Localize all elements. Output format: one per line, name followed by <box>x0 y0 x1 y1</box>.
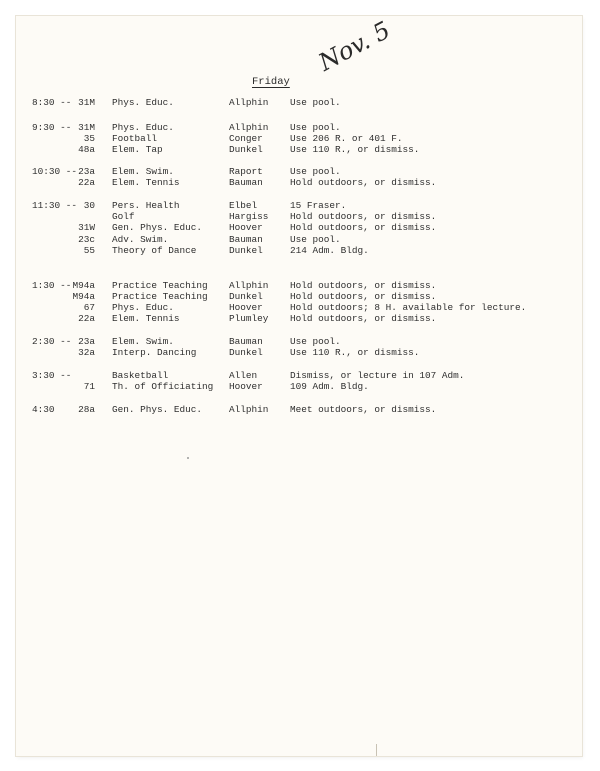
course-cell: 55 <box>83 245 95 256</box>
time-cell: 3:30 -- <box>32 370 72 381</box>
course-cell: 22a <box>78 313 95 324</box>
course-cell: 67 <box>83 302 95 313</box>
instructor-cell: Allen <box>229 370 258 381</box>
course-cell: 35 <box>83 133 95 144</box>
note-cell: 214 Adm. Bldg. <box>290 245 369 256</box>
class-cell: Practice Teaching <box>112 291 208 302</box>
class-cell: Gen. Phys. Educ. <box>112 222 203 233</box>
course-cell: 28a <box>78 404 95 415</box>
instructor-cell: Elbel <box>229 200 258 211</box>
course-cell: 31W <box>78 222 95 233</box>
instructor-cell: Hoover <box>229 381 263 392</box>
class-cell: Football <box>112 133 158 144</box>
course-cell: 31M <box>78 97 95 108</box>
instructor-cell: Hargiss <box>229 211 269 222</box>
time-cell: 2:30 -- <box>32 336 72 347</box>
schedule-row <box>0 347 600 359</box>
handwritten-date-note <box>312 15 395 77</box>
instructor-cell: Dunkel <box>229 144 263 155</box>
class-cell: Golf <box>112 211 135 222</box>
page-title: Friday <box>252 76 290 88</box>
note-cell: Use 206 R. or 401 F. <box>290 133 403 144</box>
time-cell: 10:30 -- <box>32 166 78 177</box>
instructor-cell: Conger <box>229 133 263 144</box>
class-cell: Phys. Educ. <box>112 122 174 133</box>
class-cell: Adv. Swim. <box>112 234 169 245</box>
instructor-cell: Hoover <box>229 222 263 233</box>
note-cell: Hold outdoors, or dismiss. <box>290 177 437 188</box>
schedule-row <box>0 177 600 189</box>
note-cell: Hold outdoors, or dismiss. <box>290 313 437 324</box>
class-cell: Practice Teaching <box>112 280 208 291</box>
note-cell: Use 110 R., or dismiss. <box>290 347 420 358</box>
time-cell: 9:30 -- <box>32 122 72 133</box>
note-cell: Hold outdoors, or dismiss. <box>290 211 437 222</box>
schedule-row <box>0 313 600 325</box>
class-cell: Th. of Officiating <box>112 381 214 392</box>
paper-speck <box>187 457 189 459</box>
note-cell: Dismiss, or lecture in 107 Adm. <box>290 370 465 381</box>
note-cell: Use pool. <box>290 97 341 108</box>
course-cell: 23a <box>78 166 95 177</box>
note-cell: Use pool. <box>290 234 341 245</box>
time-cell: 1:30 -- <box>32 280 72 291</box>
schedule-row <box>0 144 600 156</box>
instructor-cell: Dunkel <box>229 291 263 302</box>
course-cell: 48a <box>78 144 95 155</box>
note-cell: Meet outdoors, or dismiss. <box>290 404 437 415</box>
course-cell: M94a <box>72 280 95 291</box>
schedule-row <box>0 97 600 109</box>
note-cell: Hold outdoors, or dismiss. <box>290 280 437 291</box>
course-cell: 30 <box>83 200 95 211</box>
instructor-cell: Allphin <box>229 280 269 291</box>
instructor-cell: Bauman <box>229 177 263 188</box>
note-cell: 15 Fraser. <box>290 200 347 211</box>
time-cell: 4:30 <box>32 404 55 415</box>
instructor-cell: Dunkel <box>229 347 263 358</box>
class-cell: Elem. Swim. <box>112 336 174 347</box>
schedule-row <box>0 404 600 416</box>
course-cell: 22a <box>78 177 95 188</box>
course-cell: 32a <box>78 347 95 358</box>
course-cell: 71 <box>83 381 95 392</box>
class-cell: Gen. Phys. Educ. <box>112 404 203 415</box>
class-cell: Phys. Educ. <box>112 97 174 108</box>
course-cell: M94a <box>72 291 95 302</box>
class-cell: Elem. Tennis <box>112 313 180 324</box>
note-cell: Use pool. <box>290 166 341 177</box>
instructor-cell: Hoover <box>229 302 263 313</box>
class-cell: Pers. Health <box>112 200 180 211</box>
svg-text:Nov. 5: Nov. 5 <box>313 15 395 77</box>
course-cell: 31M <box>78 122 95 133</box>
note-cell: Use pool. <box>290 336 341 347</box>
course-cell: 23a <box>78 336 95 347</box>
note-cell: Use 110 R., or dismiss. <box>290 144 420 155</box>
class-cell: Interp. Dancing <box>112 347 197 358</box>
note-cell: 109 Adm. Bldg. <box>290 381 369 392</box>
instructor-cell: Allphin <box>229 97 269 108</box>
time-cell: 8:30 -- <box>32 97 72 108</box>
note-cell: Use pool. <box>290 122 341 133</box>
course-cell: 23c <box>78 234 95 245</box>
instructor-cell: Raport <box>229 166 263 177</box>
time-cell: 11:30 -- <box>32 200 78 211</box>
instructor-cell: Bauman <box>229 234 263 245</box>
class-cell: Basketball <box>112 370 169 381</box>
note-cell: Hold outdoors; 8 H. available for lecture. <box>290 302 527 313</box>
paper-crease <box>376 744 377 756</box>
class-cell: Elem. Swim. <box>112 166 174 177</box>
class-cell: Elem. Tennis <box>112 177 180 188</box>
note-cell: Hold outdoors, or dismiss. <box>290 291 437 302</box>
instructor-cell: Allphin <box>229 404 269 415</box>
instructor-cell: Dunkel <box>229 245 263 256</box>
class-cell: Elem. Tap <box>112 144 163 155</box>
instructor-cell: Bauman <box>229 336 263 347</box>
instructor-cell: Allphin <box>229 122 269 133</box>
schedule-row <box>0 245 600 257</box>
class-cell: Phys. Educ. <box>112 302 174 313</box>
class-cell: Theory of Dance <box>112 245 197 256</box>
instructor-cell: Plumley <box>229 313 269 324</box>
note-cell: Hold outdoors, or dismiss. <box>290 222 437 233</box>
schedule-row <box>0 381 600 393</box>
schedule-row <box>0 222 600 234</box>
